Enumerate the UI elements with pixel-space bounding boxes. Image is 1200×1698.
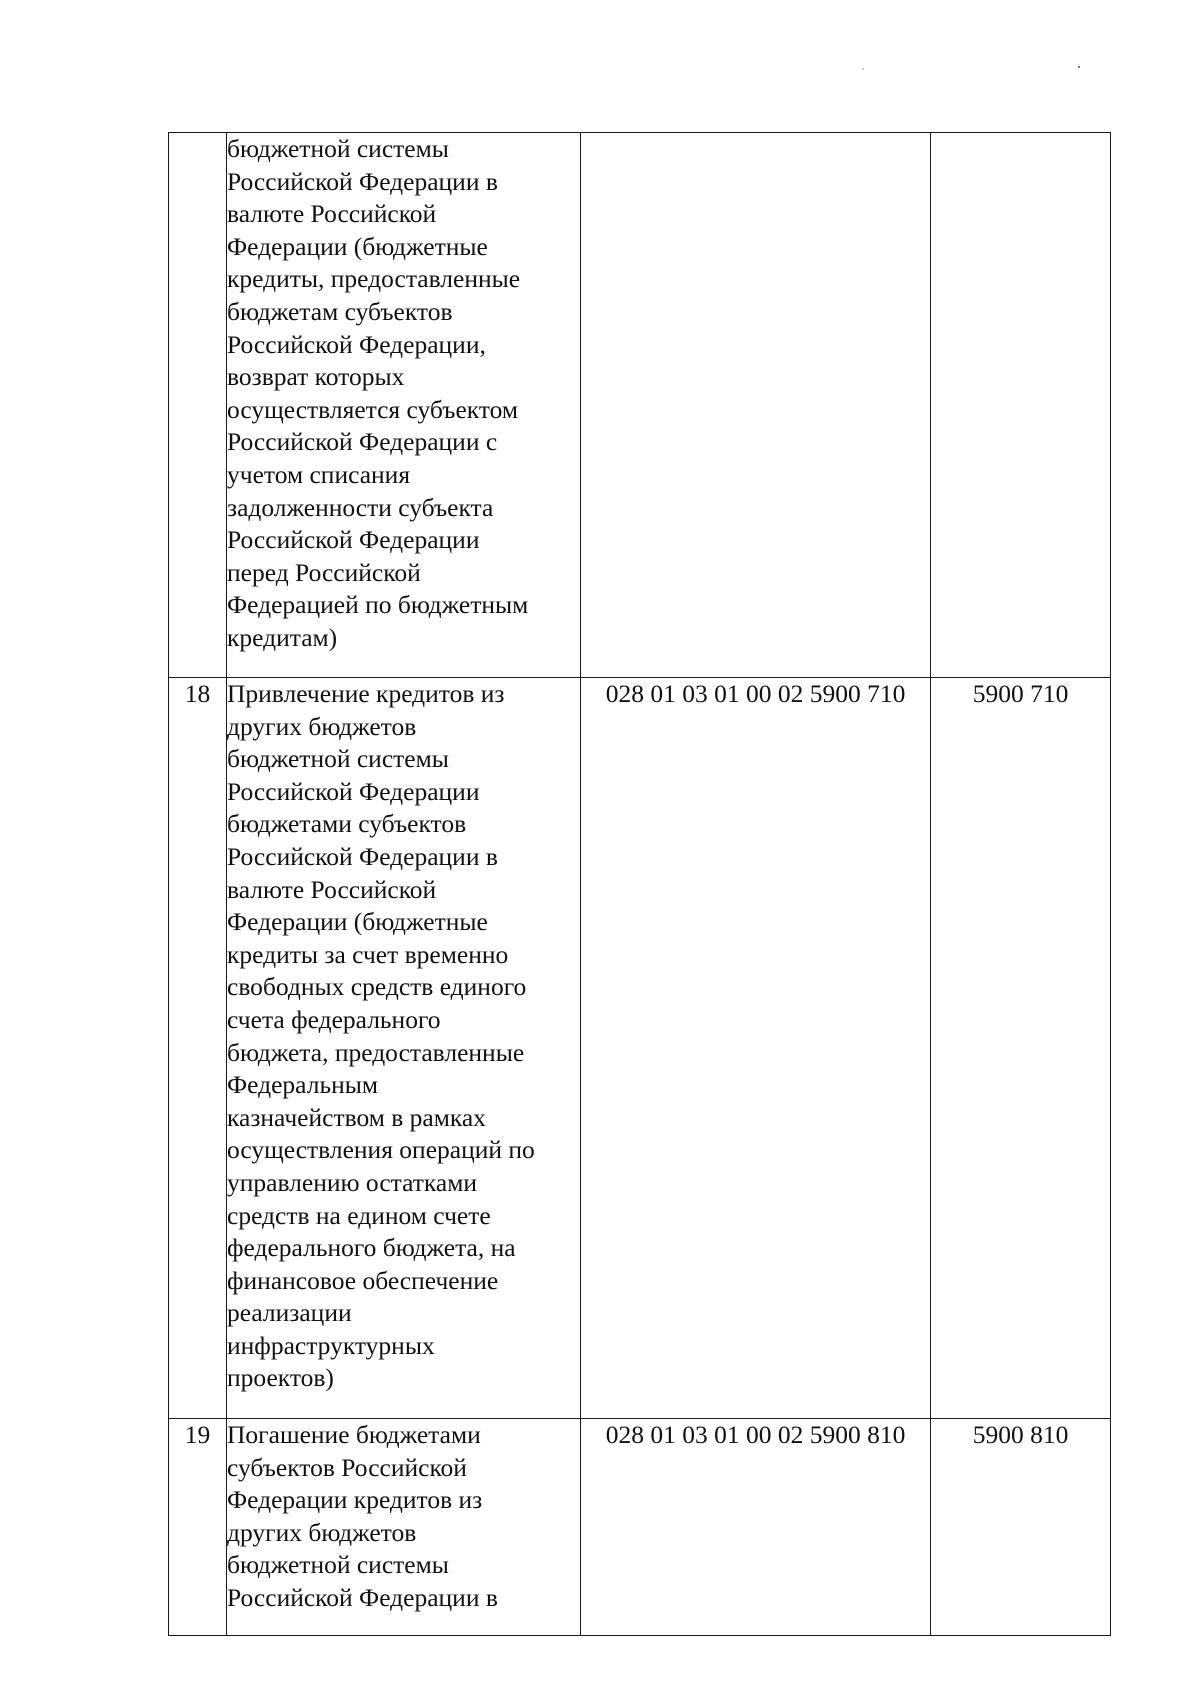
row-number: [169, 133, 227, 678]
row-value: 5900 710: [931, 678, 1111, 1419]
row-name: Погашение бюджетами субъектов Российской Федерации кредитов из других бюджетов бюджетной системы Российской Федерации в: [227, 1419, 581, 1636]
row-value: [931, 133, 1111, 678]
row-code: [581, 133, 931, 678]
budget-codes-table: [168, 132, 1111, 1636]
table-row: [169, 133, 1111, 678]
row-number: 19: [169, 1419, 227, 1636]
scan-artifact: [1078, 66, 1080, 68]
scan-artifact: [862, 68, 864, 70]
row-code: 028 01 03 01 00 02 5900 710: [581, 678, 931, 1419]
row-value: 5900 810: [931, 1419, 1111, 1636]
row-name: Привлечение кредитов из других бюджетов бюджетной системы Российской Федерации бюджетами субъектов Российской Федерации в валюте Российской Федерации (бюджетные кредиты за счет временно свободных средств единого счета федерального бюджета, предоставленные Федеральным казначейством в рамках осуществления операций по управлению остатками средств на едином счете федерального бюджета, на финансовое обеспечение реализации инфраструктурных проектов): [227, 678, 581, 1419]
row-name: бюджетной системы Российской Федерации в валюте Российской Федерации (бюджетные кредиты, предоставленные бюджетам субъектов Российской Федерации, возврат которых осуществляется субъектом Российской Федерации с учетом списания задолженности субъекта Российской Федерации перед Российской Федерацией по бюджетным кредитам): [227, 133, 581, 678]
row-code: 028 01 03 01 00 02 5900 810: [581, 1419, 931, 1636]
row-number: 18: [169, 678, 227, 1419]
table-row: [169, 1419, 1111, 1636]
table-row: [169, 678, 1111, 1419]
